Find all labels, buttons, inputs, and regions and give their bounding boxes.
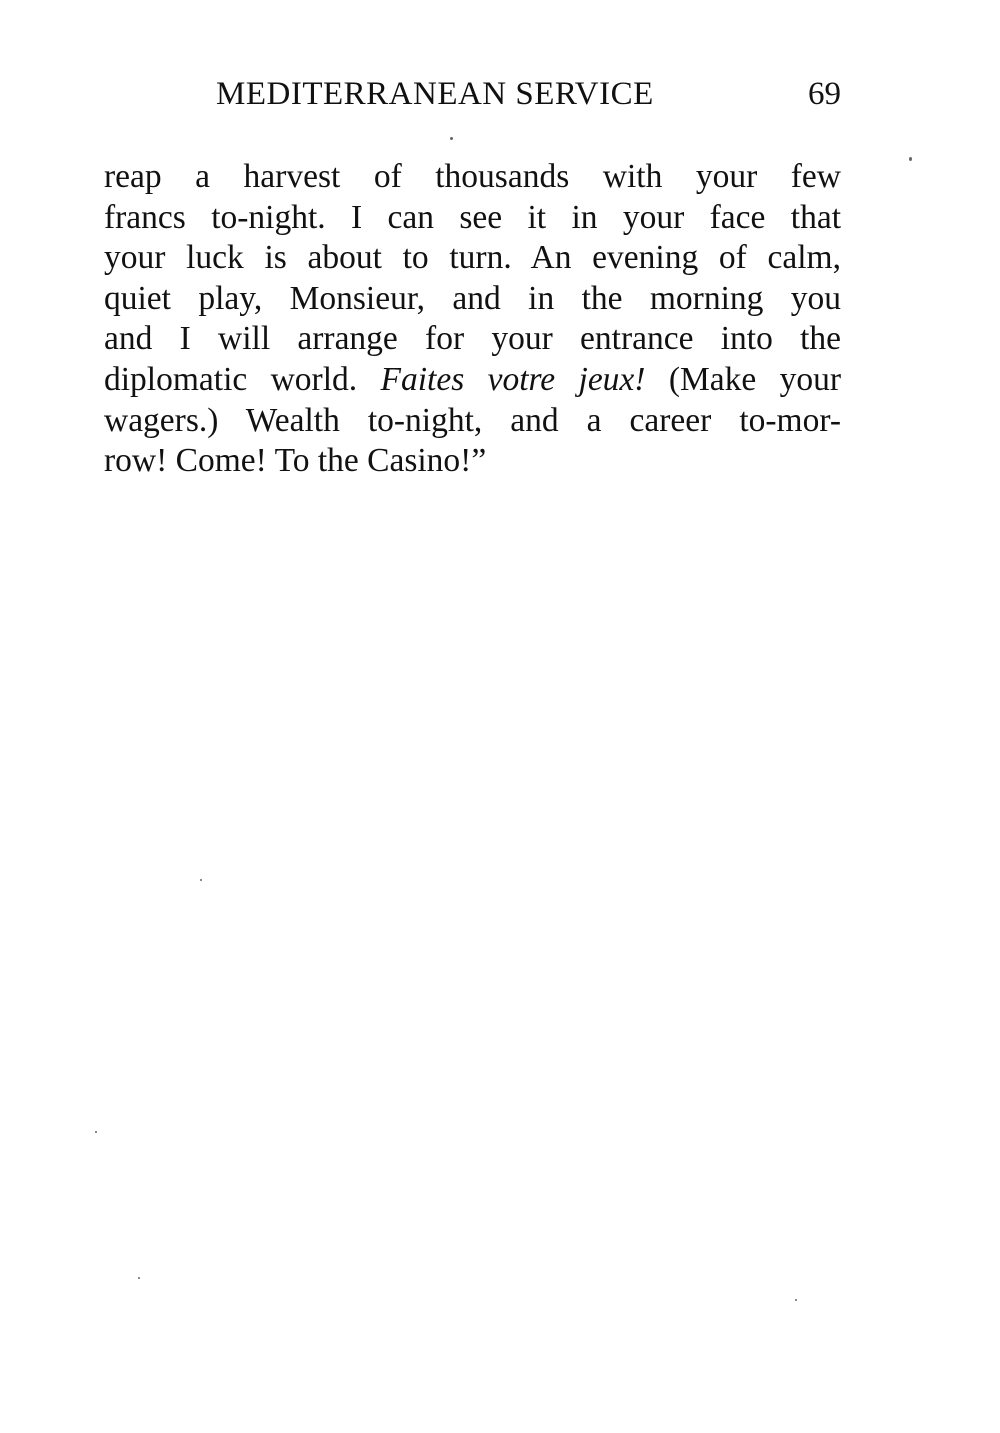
scan-speck: [138, 1277, 140, 1279]
italic-phrase: Faites votre jeux!: [380, 360, 646, 398]
text-line-6-end: (Make your: [668, 360, 841, 398]
text-line-5: and I will arrange for your entrance into the: [104, 320, 841, 358]
scan-speck: [450, 137, 453, 140]
text-line-6-start: diplomatic world.: [104, 360, 358, 398]
running-title: MEDITERRANEAN SERVICE: [216, 76, 654, 112]
scan-speck: [95, 1131, 97, 1133]
text-line-4: quiet play, Monsieur, and in the morning you: [104, 279, 841, 317]
text-line-6: [104, 360, 841, 401]
body-paragraph: [104, 157, 841, 482]
page-number: 69: [808, 76, 841, 112]
text-line-8: row! Come! To the Casino!”: [104, 442, 487, 480]
text-line-1: reap a harvest of thousands with your few: [104, 158, 841, 195]
text-line-7: wagers.) Wealth to-night, and a career to-mor-: [104, 401, 841, 439]
running-head: [104, 72, 841, 120]
scan-speck: [795, 1299, 797, 1301]
scan-speck: [909, 157, 912, 161]
text-line-2: francs to-night. I can see it in your face that: [104, 198, 841, 236]
text-line-3: your luck is about to turn. An evening of calm,: [104, 239, 841, 277]
scan-speck: [200, 879, 202, 881]
